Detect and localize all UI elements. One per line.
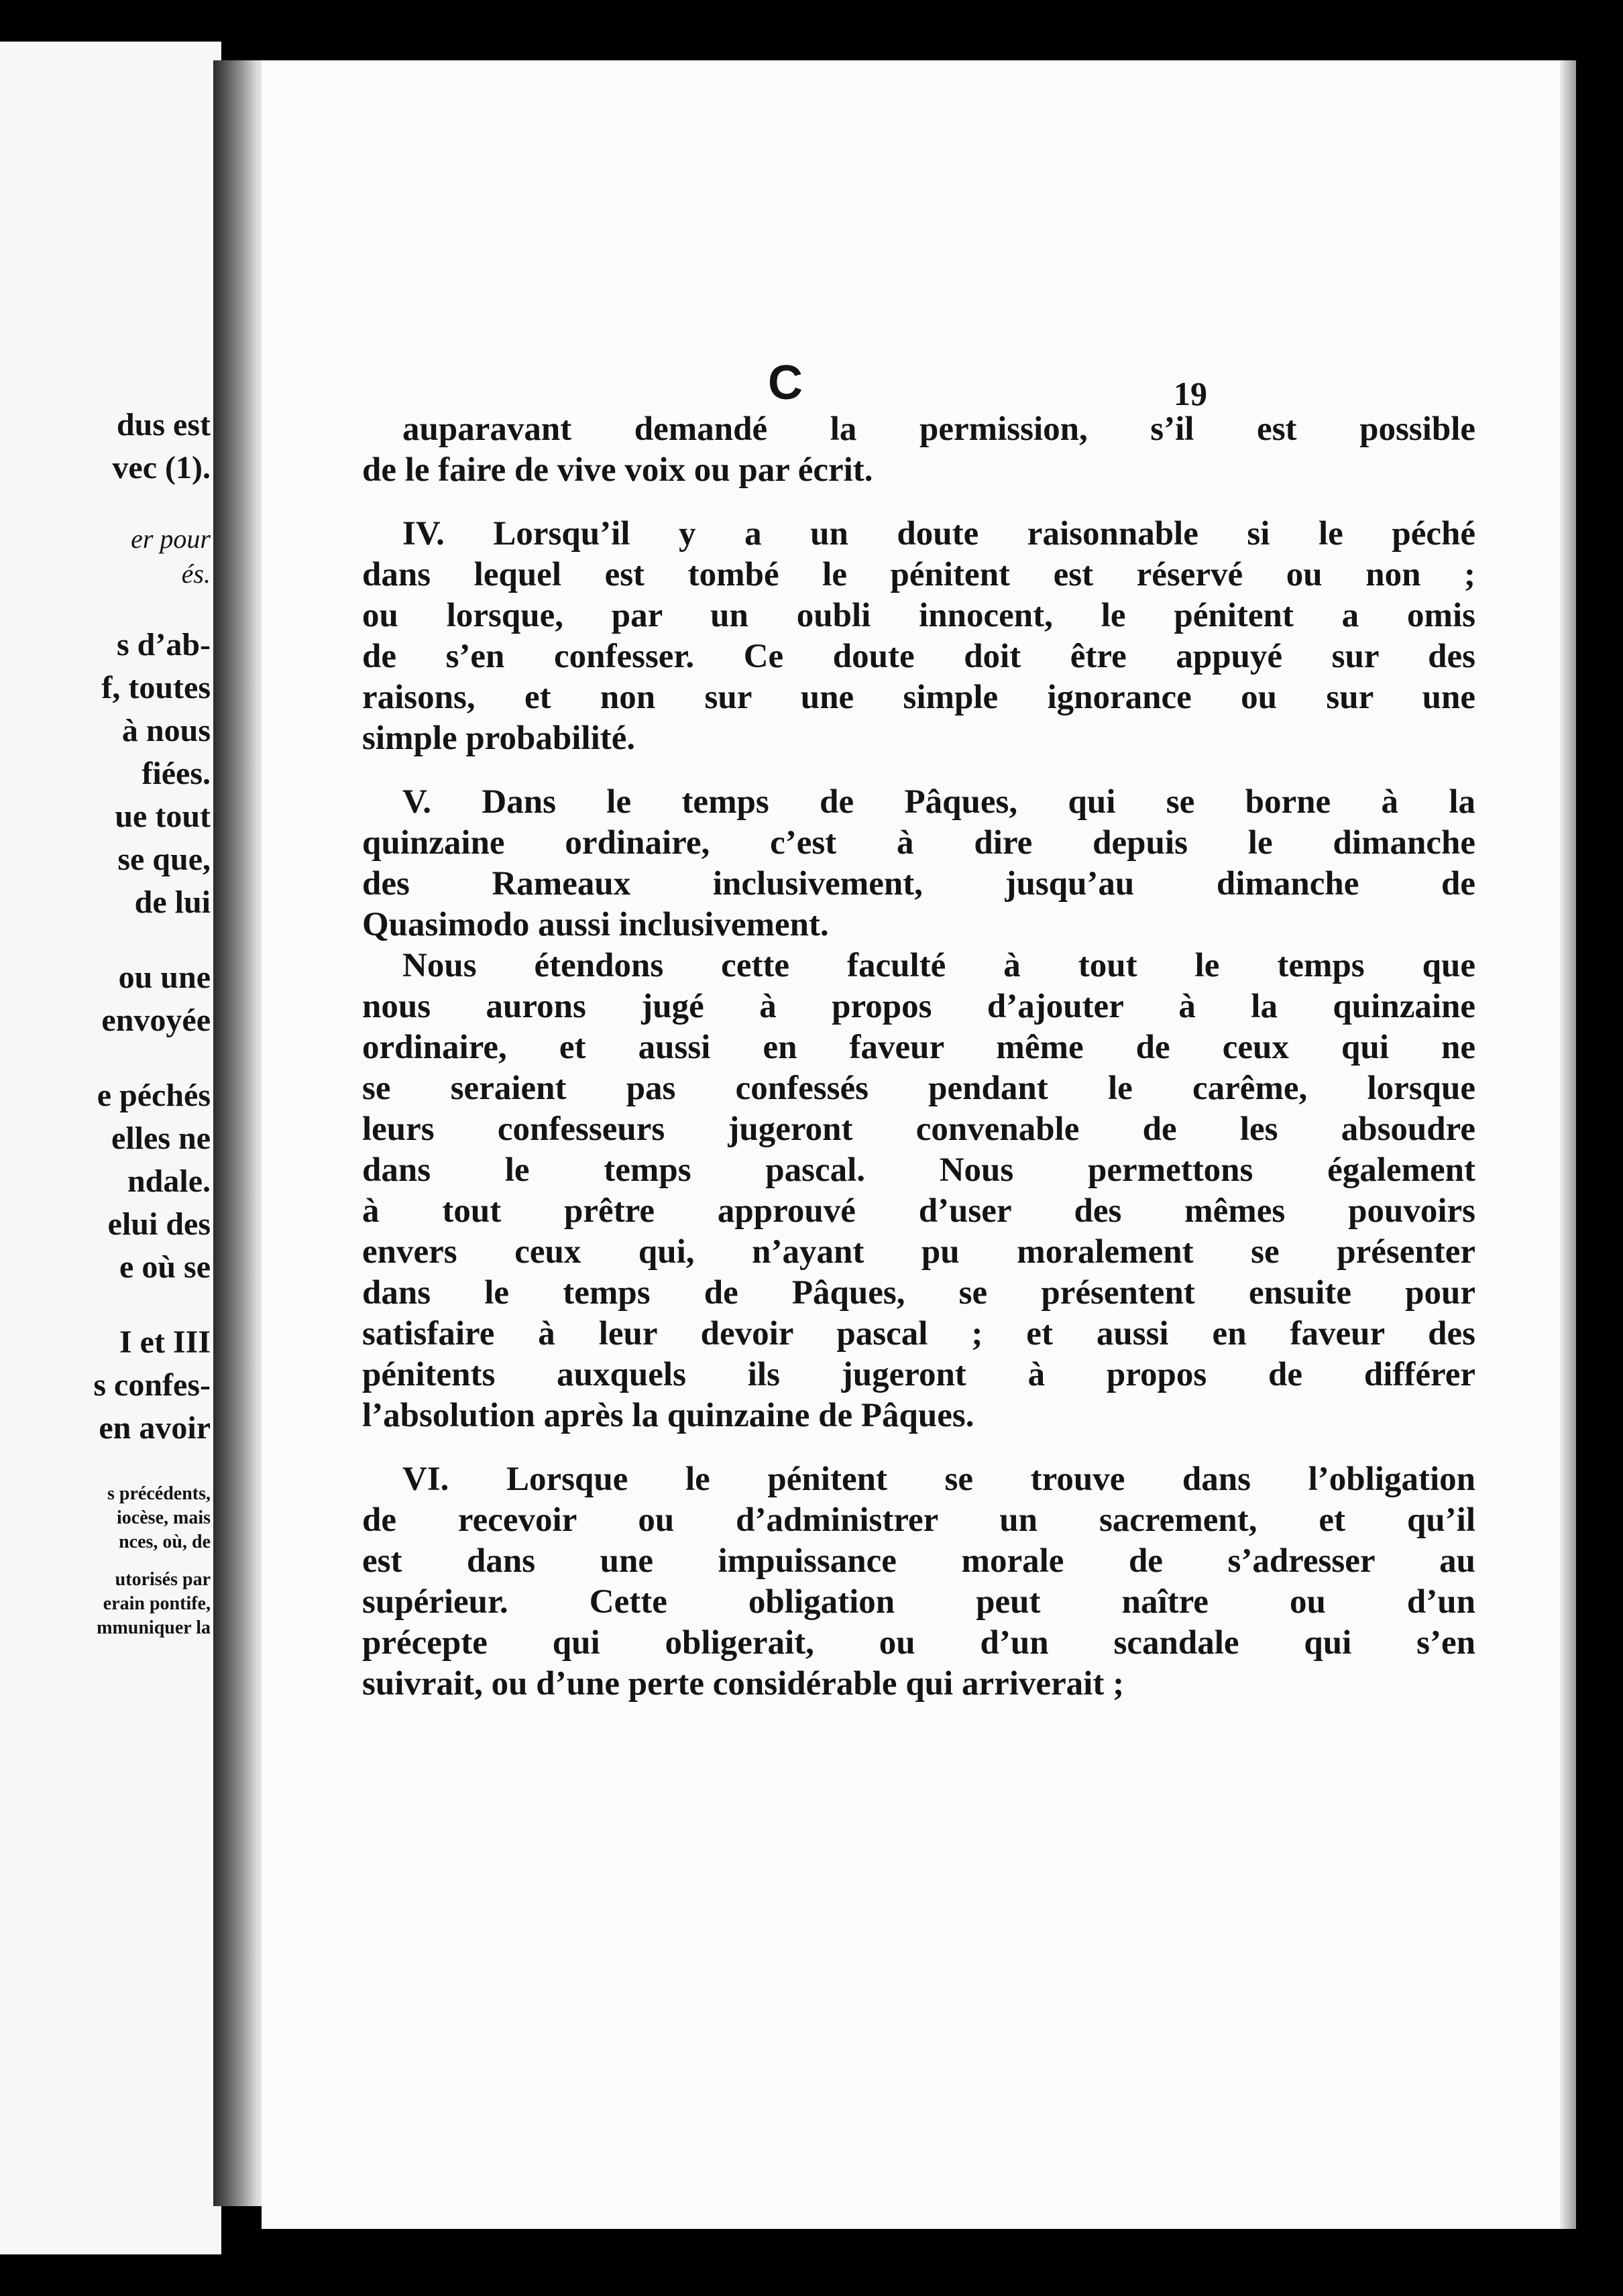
paragraph xyxy=(362,409,1475,491)
text-line: de le faire de vive voix ou par écrit. xyxy=(362,451,873,489)
text-line: IV. Lorsqu’il y a un doute raisonnable si le péché xyxy=(402,515,1475,553)
left-line-gap xyxy=(0,1042,211,1074)
left-page-line: ndale. xyxy=(127,1163,211,1199)
left-page-line: I et III xyxy=(119,1324,211,1360)
left-footnote-line: erain pontife, xyxy=(103,1593,211,1614)
left-page-line: s d’ab- xyxy=(116,627,211,663)
left-page-line: de lui xyxy=(134,884,211,920)
left-line-gap xyxy=(0,1450,211,1482)
left-footnote-line: iocèse, mais xyxy=(117,1507,211,1528)
body-text xyxy=(362,409,1475,1705)
left-page-line: envoyée xyxy=(101,1002,211,1038)
text-line: suivrait, ou d’une perte considérable qui arriverait ; xyxy=(362,1665,1125,1703)
left-line-gap xyxy=(0,1289,211,1321)
left-page-line: fiées. xyxy=(142,756,211,791)
left-page-line: er pour xyxy=(131,524,211,554)
left-line-gap xyxy=(0,490,211,522)
text-line: est dans une impuissance morale de s’adresser au xyxy=(362,1542,1475,1580)
left-page-line: à nous xyxy=(121,713,211,748)
text-line: Nous étendons cette faculté à tout le temps que xyxy=(402,947,1475,984)
text-line: satisfaire à leur devoir pascal ; et aussi en faveur des xyxy=(362,1315,1475,1353)
left-page-line: ue tout xyxy=(115,799,211,834)
text-line: à tout prêtre approuvé d’user des mêmes pouvoirs xyxy=(362,1192,1475,1230)
text-line: nous aurons jugé à propos d’ajouter à la quinzaine xyxy=(362,988,1475,1025)
text-line: envers ceux qui, n’ayant pu moralement se présenter xyxy=(362,1233,1475,1271)
text-line: V. Dans le temps de Pâques, qui se borne à la xyxy=(402,783,1475,821)
paragraph xyxy=(362,1459,1475,1705)
paragraph xyxy=(362,945,1475,1436)
text-line: auparavant demandé la permission, s’il est possible xyxy=(402,410,1475,448)
left-line-gap xyxy=(0,591,211,624)
text-line: raisons, et non sur une simple ignorance ou sur une xyxy=(362,679,1475,716)
text-line: pénitents auxquels ils jugeront à propos de différer xyxy=(362,1356,1475,1393)
text-line: ou lorsque, par un oubli innocent, le pénitent a omis xyxy=(362,597,1475,634)
text-line: dans lequel est tombé le pénitent est réservé ou non ; xyxy=(362,556,1475,593)
text-line: précepte qui obligerait, ou d’un scandale qui s’en xyxy=(362,1624,1475,1662)
text-line: Quasimodo aussi inclusivement. xyxy=(362,906,829,943)
text-line: supérieur. Cette obligation peut naître ou d’un xyxy=(362,1583,1475,1621)
left-page-line: e péchés xyxy=(97,1078,211,1113)
text-line: quinzaine ordinaire, c’est à dire depuis le dimanche xyxy=(362,824,1475,862)
page-edge xyxy=(1560,60,1576,2229)
left-line-gap xyxy=(0,924,211,956)
signature-mark: C xyxy=(768,356,804,410)
text-line: de recevoir ou d’administrer un sacrement, et qu’il xyxy=(362,1501,1475,1539)
left-page-line: elles ne xyxy=(111,1121,211,1156)
paragraph xyxy=(362,514,1475,759)
text-line: l’absolution après la quinzaine de Pâques. xyxy=(362,1397,974,1434)
left-page-line: f, toutes xyxy=(101,670,211,705)
paragraph xyxy=(362,782,1475,945)
left-page-line: és. xyxy=(181,559,211,589)
left-page-line: vec (1). xyxy=(112,450,211,485)
left-footnote-line: s précédents, xyxy=(107,1483,211,1504)
left-page-line: dus est xyxy=(116,407,211,443)
left-page-text xyxy=(0,404,211,1640)
text-line: simple probabilité. xyxy=(362,720,636,757)
text-line: des Rameaux inclusivement, jusqu’au dimanche de xyxy=(362,865,1475,903)
text-line: de s’en confesser. Ce doute doit être appuyé sur des xyxy=(362,638,1475,675)
right-page xyxy=(262,60,1576,2229)
text-line: se seraient pas confessés pendant le carême, lorsque xyxy=(362,1070,1475,1107)
left-footnote-line: utorisés par xyxy=(115,1569,211,1590)
left-page-line: s confes- xyxy=(93,1367,211,1403)
text-line: leurs confesseurs jugeront convenable de les absoudre xyxy=(362,1110,1475,1148)
left-footnote-gap xyxy=(0,1554,211,1568)
left-page-line: elui des xyxy=(107,1206,211,1242)
page-gutter-shadow xyxy=(213,60,267,2206)
page-number: 19 xyxy=(1174,375,1207,412)
text-line: dans le temps de Pâques, se présentent ensuite pour xyxy=(362,1274,1475,1312)
left-page-line: e où se xyxy=(119,1249,211,1285)
left-footnote-line: mmuniquer la xyxy=(97,1617,211,1638)
left-page-line: ou une xyxy=(118,960,211,995)
text-line: ordinaire, et aussi en faveur même de ceux qui ne xyxy=(362,1029,1475,1066)
left-page-line: en avoir xyxy=(99,1410,211,1446)
text-line: VI. Lorsque le pénitent se trouve dans l’obligation xyxy=(402,1460,1475,1498)
text-line: dans le temps pascal. Nous permettons également xyxy=(362,1151,1475,1189)
left-page xyxy=(0,42,221,2254)
left-page-line: se que, xyxy=(117,842,211,877)
left-footnote-line: nces, où, de xyxy=(119,1532,211,1552)
